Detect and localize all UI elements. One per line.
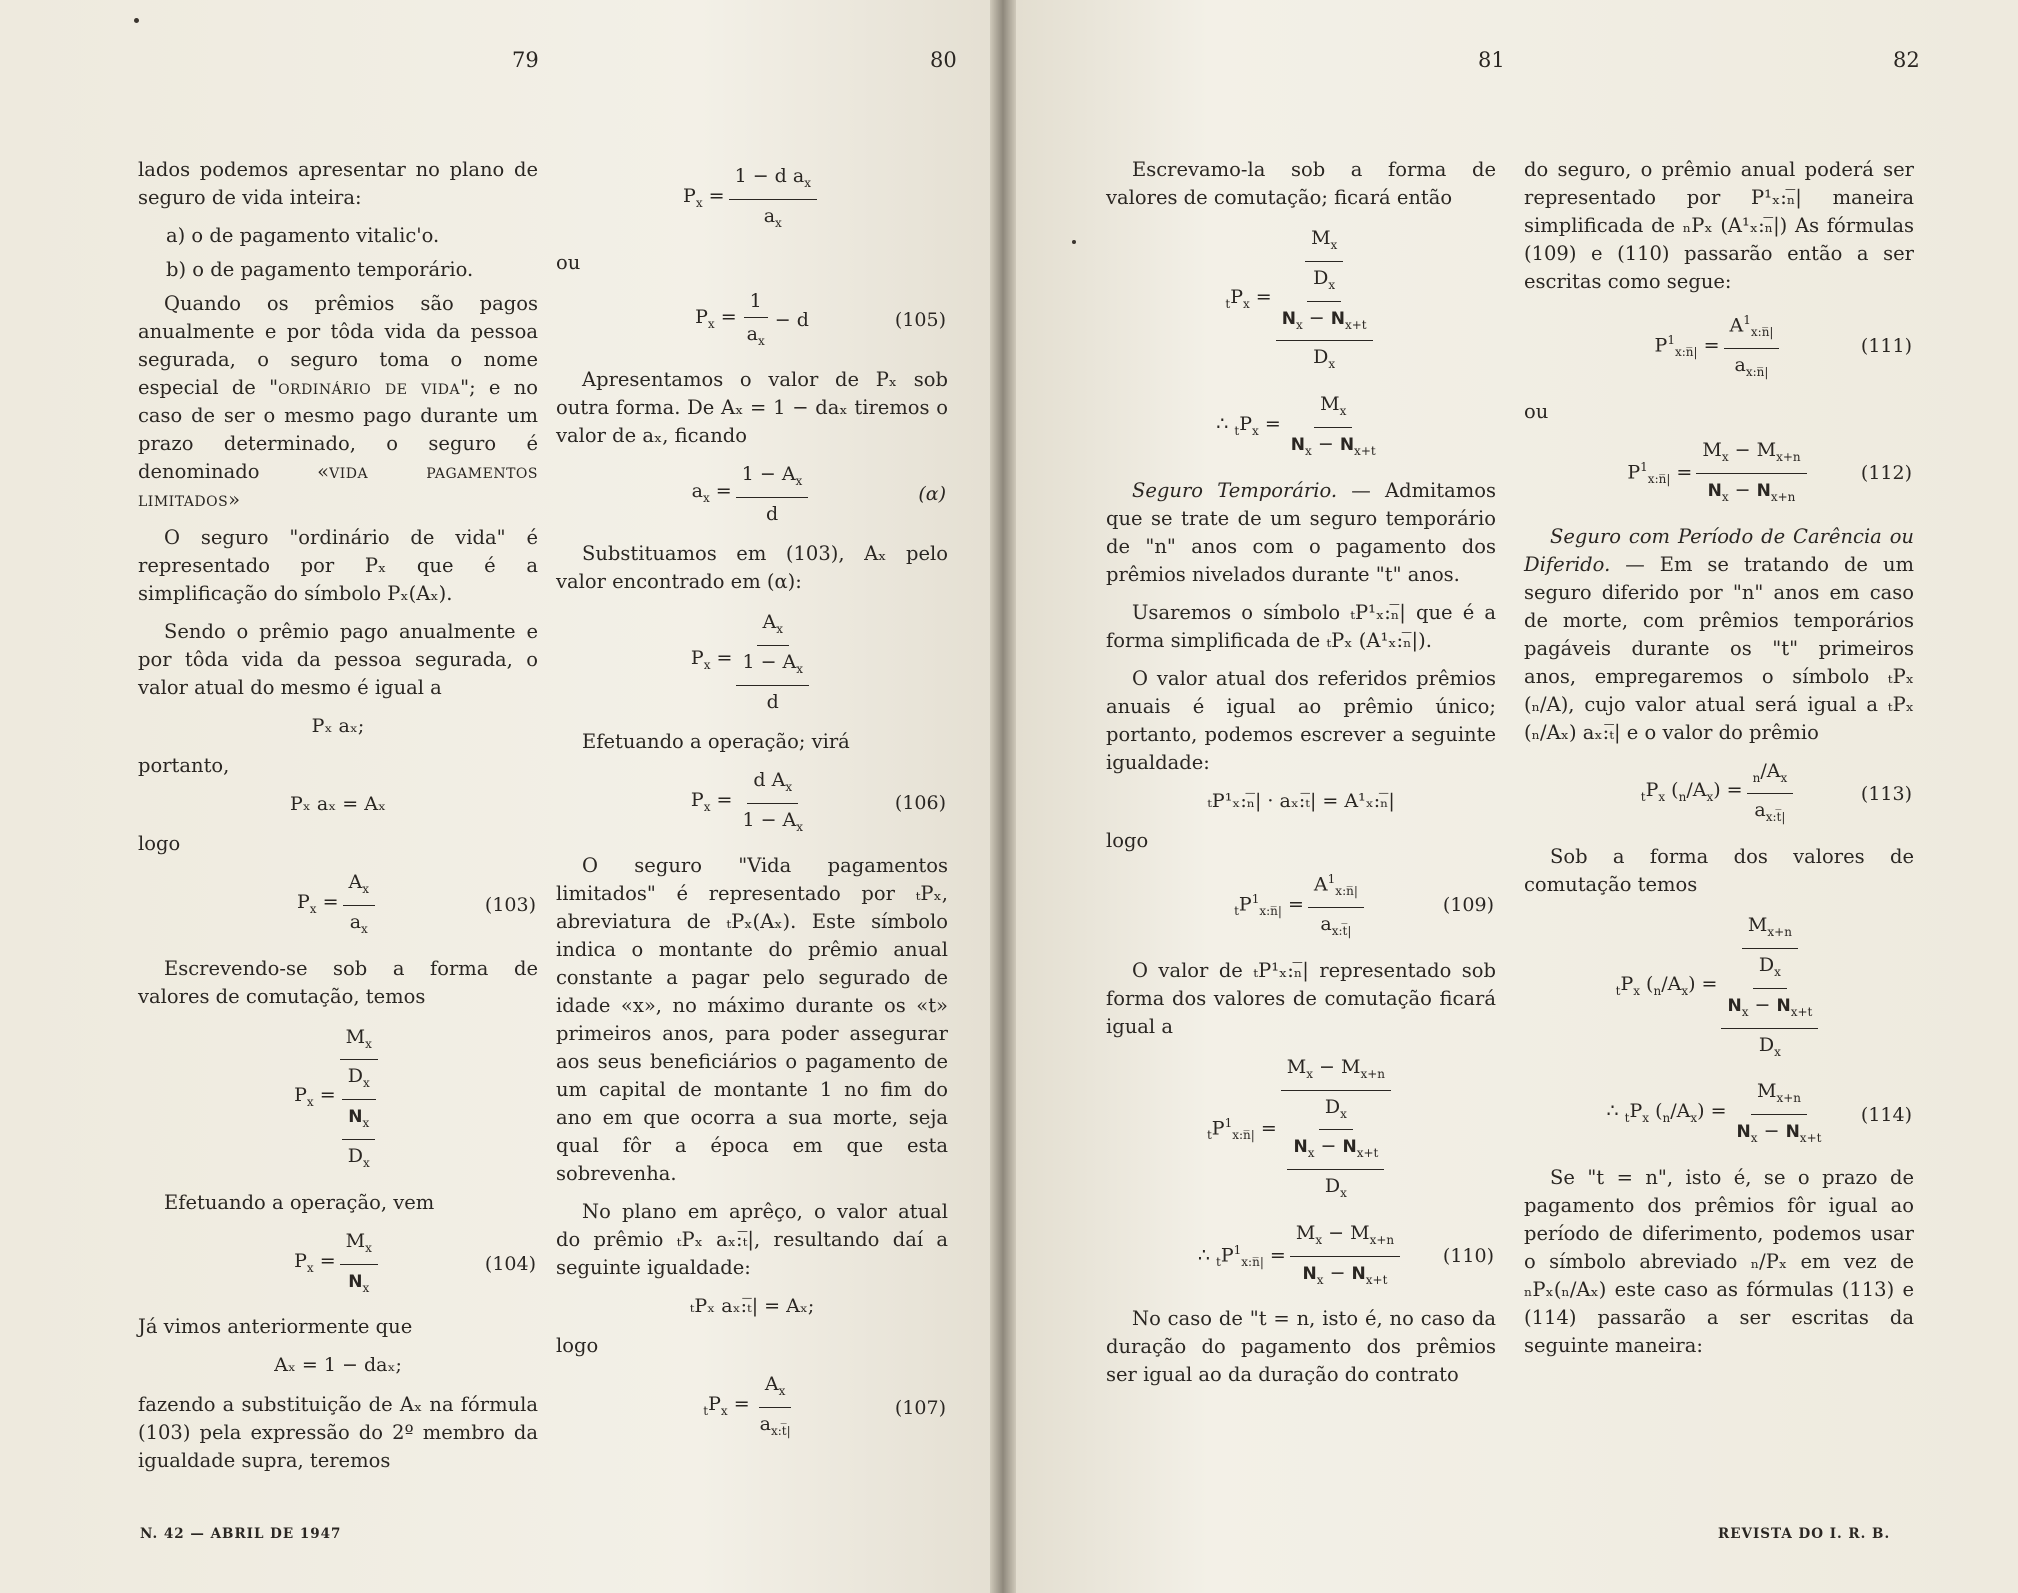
paragraph: lados podemos apresentar no plano de seguro de vida inteira:	[138, 158, 538, 209]
equation-104: $P_x$ = $\frac{M_x}{N_x}$ (104)	[138, 1227, 538, 1302]
page-number-80: 80	[930, 48, 957, 72]
paragraph: Efetuando a operação, vem	[164, 1190, 435, 1214]
paragraph: fazendo a substituição de Aₓ na fórmula (103) pela expressão do 2º membro da igualdade supra, teremos	[138, 1393, 538, 1473]
paragraph: logo	[1106, 828, 1149, 852]
paragraph: No plano em aprêço, o valor atual do prêmio ₜPₓ aₓ:ₜ̅|, resultando daí a seguinte igualdade:	[556, 1200, 948, 1280]
paragraph: Efetuando a operação; virá	[582, 729, 850, 753]
paragraph: No caso de "t = n, isto é, no caso da duração do pagamento dos prêmios ser igual ao da duração do contrato	[1106, 1307, 1496, 1387]
paragraph: Escrevendo-se sob a forma de valores de comutação, temos	[138, 956, 538, 1008]
equation-113: $_tP_x$ $(_n/A_x)$ = $\frac{_n/A_x}{a_{x:t̅|}}$ (113)	[1524, 757, 1914, 832]
paragraph: O valor atual dos referidos prêmios anuais é igual ao prêmio único; portanto, podemos escrever a seguinte igualdade:	[1106, 666, 1496, 774]
equation-number: (110)	[1442, 1245, 1494, 1268]
page-number-81: 81	[1478, 48, 1505, 72]
page-number-82: 82	[1893, 48, 1920, 72]
column-page-79	[138, 156, 538, 1485]
ink-speck	[134, 18, 139, 23]
column-page-80	[556, 156, 948, 1457]
equation: ₜP¹ₓ:ₙ̅| · aₓ:ₜ̅| = A¹ₓ:ₙ̅|	[1207, 789, 1395, 812]
equation: $_tP^1_{x:n̅|}$ = $M_x - M_{x+n}$ $D_x$ $N_x - N_{x+t}$ $D_x$	[1106, 1051, 1496, 1207]
paragraph: logo	[556, 1334, 599, 1358]
equation-114: ∴ $_tP_x$ $(_n/A_x)$ = $\frac{M_{x+n}}{N_x - N_{x+t}}$ (114)	[1524, 1077, 1914, 1152]
equation-number: (105)	[894, 309, 946, 332]
paragraph: Substituamos em (103), Aₓ pelo valor encontrado em (α):	[556, 542, 948, 594]
equation: $_tP_x$ $(_n/A_x)$ = $M_{x+n}$ $D_x$ $N_x - N_{x+t}$ $D_x$	[1524, 909, 1914, 1065]
equation-number: (103)	[484, 894, 536, 917]
footer-issue: N. 42 — ABRIL DE 1947	[140, 1526, 342, 1542]
equation-number: (106)	[894, 792, 946, 815]
equation: Aₓ = 1 − daₓ;	[274, 1354, 402, 1377]
paragraph: Escrevamo-la sob a forma de valores de comutação; ficará então	[1106, 158, 1496, 209]
equation-number: (109)	[1442, 893, 1494, 916]
list-item-b: b) o de pagamento temporário.	[166, 258, 474, 281]
book-gutter	[990, 0, 1016, 1593]
equation-107: $_tP_x$ = $\frac{A_x}{a_{x:t̅|}}$ (107)	[556, 1370, 948, 1445]
paragraph: logo	[138, 832, 181, 855]
paragraph: O seguro "Vida pagamentos limitados" é representado por ₜPₓ, abreviatura de ₜPₓ(Aₓ). Este símbolo indica o montante do prêmio anual constante a pagar pelo segurado de idade «x», no máximo durante os «t» primeiros anos, para poder assegurar aos seus beneficiários o pagamento de um capital de montante 1 no fim do ano em que ocorra a sua morte, seja qual fôr a época em que esta sobrevenha.	[556, 854, 948, 1186]
paragraph: portanto,	[138, 754, 230, 777]
equation-105: $P_x$ = $\frac{1}{a_x}$ − d (105)	[556, 287, 948, 355]
equation-number: (104)	[484, 1253, 536, 1276]
equation-number: (111)	[1860, 334, 1912, 357]
equation: $_tP_x$ = $M_x$ $D_x$ $N_x - N_{x+t}$ $D_x$	[1106, 222, 1496, 378]
paragraph: Apresentamos o valor de Pₓ sob outra forma. De Aₓ = 1 − daₓ tiremos o valor de aₓ, ficando	[556, 368, 948, 448]
equation-112: $P^1_{x:n̅|}$ = $\frac{M_x - M_{x+n}}{N_x - N_{x+n}}$ (112)	[1524, 436, 1914, 511]
paragraph: Quando os prêmios são pagos anualmente e por tôda vida da pessoa segurada, o seguro toma o nome especial de "ordinário de vida"; e no caso de ser o mesmo pago durante um prazo determinado, o seguro é denominado «vida pagamentos limitados»	[138, 292, 538, 511]
equation-number: (α)	[918, 483, 946, 506]
equation-110: ∴ $_tP^1_{x:n̅|}$ = $\frac{M_x - M_{x+n}}{N_x - N_{x+t}}$ (110)	[1106, 1219, 1496, 1294]
equation-111: $P^1_{x:n̅|}$ = $\frac{A^1_{x:n̅|}}{a_{x:n̅|}}$ (111)	[1524, 306, 1914, 386]
list-item-a: a) o de pagamento vitalic'o.	[166, 224, 440, 247]
paragraph: Usaremos o símbolo ₜP¹ₓ:ₙ̅| que é a forma simplificada de ₜPₓ (A¹ₓ:ₙ̅|).	[1106, 600, 1496, 652]
paragraph: Já vimos anteriormente que	[138, 1315, 413, 1339]
equation: ∴ $_tP_x$ = $\frac{M_x}{N_x - N_{x+t}}$	[1106, 390, 1496, 465]
equation: $P_x$ = $\frac{1 - d a_x}{a_x}$	[556, 162, 948, 237]
equation-alpha: $a_x$ = $\frac{1 - A_x}{d}$ (α)	[556, 460, 948, 528]
column-page-81	[1106, 156, 1496, 1399]
equation-commutation: $P_x$ = $M_x$ $D_x$ $N_x$ $D_x$	[138, 1021, 538, 1177]
column-page-82	[1524, 156, 1914, 1370]
paragraph: Se "t = n", isto é, se o prazo de pagamento dos prêmios fôr igual ao período de diferimento, podemos usar o símbolo abreviado ₙ/Pₓ em vez de ₙPₓ(ₙ/Aₓ) este caso as fórmulas (113) e (114) passarão a ser escritas da seguinte maneira:	[1524, 1165, 1914, 1357]
equation-103: $P_x$ = $\frac{A_x}{a_x}$ (103)	[138, 868, 538, 943]
paragraph: ou	[556, 250, 581, 274]
paragraph: O valor de ₜP¹ₓ:ₙ̅| representado sob forma dos valores de comutação ficará igual a	[1106, 958, 1496, 1038]
equation-number: (107)	[894, 1396, 946, 1419]
equation-number: (114)	[1860, 1103, 1912, 1126]
equation: Pₓ aₓ = Aₓ	[289, 793, 387, 815]
equation: Pₓ aₓ;	[311, 715, 365, 737]
equation-106: $P_x$ = $\frac{d A_x}{1 - A_x}$ (106)	[556, 766, 948, 841]
paragraph: O seguro "ordinário de vida" é representado por Pₓ que é a simplificação do símbolo Pₓ(Aₓ).	[138, 526, 538, 605]
equation: ₜPₓ aₓ:ₜ̅| = Aₓ;	[689, 1295, 815, 1318]
equation: $P_x$ = $A_x$ $1 - A_x$ d	[556, 606, 948, 716]
footer-journal: REVISTA DO I. R. B.	[1718, 1526, 1891, 1542]
equation-number: (112)	[1860, 462, 1912, 485]
paragraph: Seguro Temporário. — Admitamos que se trate de um seguro temporário de "n" anos com o pagamento dos prêmios nivelados durante "t" anos.	[1106, 478, 1496, 586]
paragraph: ou	[1524, 399, 1549, 423]
paragraph: Seguro com Período de Carência ou Diferido. — Em se tratando de um seguro diferido por "n" anos em caso de morte, com prêmios temporários pagáveis durante os "t" primeiros anos, empregaremos o símbolo ₜPₓ (ₙ/A), cujo valor atual será igual a ₜPₓ (ₙ/Aₓ) aₓ:ₜ̅| e o valor do prêmio	[1524, 524, 1914, 744]
equation-109: $_tP^1_{x:n̅|}$ = $\frac{A^1_{x:n̅|}}{a_{x:t̅|}}$ (109)	[1106, 865, 1496, 945]
equation-number: (113)	[1860, 782, 1912, 805]
paragraph: Sob a forma dos valores de comutação temos	[1524, 845, 1914, 897]
paragraph: do seguro, o prêmio anual poderá ser representado por P¹ₓ:ₙ̅| maneira simplificada de ₙPₓ (A¹ₓ:ₙ̅|) As fórmulas (109) e (110) passarão então a ser escritas como segue:	[1524, 158, 1914, 293]
paragraph: Sendo o prêmio pago anualmente e por tôda vida da pessoa segurada, o valor atual do mesmo é igual a	[138, 620, 538, 699]
ink-speck	[1072, 240, 1076, 244]
page-number-79: 79	[512, 48, 539, 72]
